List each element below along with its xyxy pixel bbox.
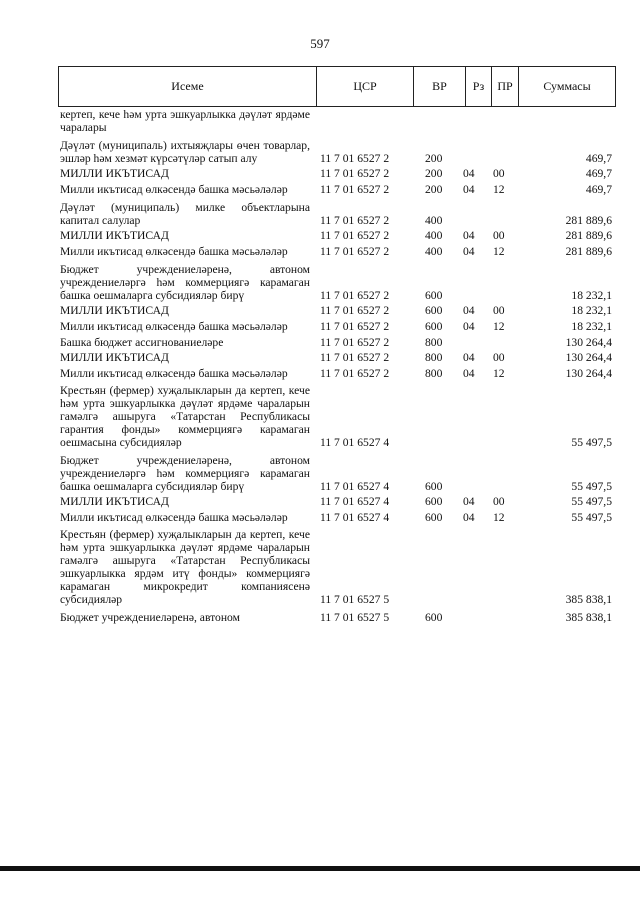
row-rz: 04 (463, 511, 475, 524)
header-csr: ЦСР (317, 67, 414, 106)
table-row (60, 108, 612, 134)
row-vr: 600 (425, 289, 443, 302)
row-vr: 400 (425, 214, 443, 227)
row-pr: 00 (493, 495, 505, 508)
row-csr: 11 7 01 6527 5 (320, 593, 390, 606)
table-row (60, 167, 612, 180)
table-row (60, 245, 612, 258)
table-row (60, 351, 612, 364)
row-name: Дәүләт (муниципаль) ихтыяҗлары өчен товарлар, эшләр һәм хезмәт күрсәтүләр сатып алу (60, 139, 310, 165)
row-sum: 281 889,6 (565, 214, 612, 227)
table-row (60, 336, 612, 349)
table-row (60, 367, 612, 380)
row-csr: 11 7 01 6527 2 (320, 367, 390, 380)
row-sum: 469,7 (585, 183, 612, 196)
row-pr: 00 (493, 351, 505, 364)
row-rz: 04 (463, 304, 475, 317)
row-csr: 11 7 01 6527 2 (320, 351, 390, 364)
table-row (60, 495, 612, 508)
row-name: Милли икътисад өлкәсендә башка мәсьәләләр (60, 367, 288, 380)
row-sum: 469,7 (585, 167, 612, 180)
row-name: МИЛЛИ ИКЪТИСАД (60, 167, 169, 180)
table-row (60, 454, 612, 493)
row-name: Милли икътисад өлкәсендә башка мәсьәләләр (60, 320, 288, 333)
row-name: Милли икътисад өлкәсендә башка мәсьәләләр (60, 183, 288, 196)
row-csr: 11 7 01 6527 4 (320, 480, 390, 493)
row-vr: 600 (425, 320, 443, 333)
row-vr: 800 (425, 367, 443, 380)
header-pr: ПР (492, 67, 519, 106)
row-name: Бюджет учреждениеләренә, автоном (60, 611, 240, 624)
row-csr: 11 7 01 6527 2 (320, 183, 390, 196)
row-name: Бюджет учреждениеләренә, автоном учреждениеләргә һәм коммерциягә карамаган башка оешмаларга субсидияләр бирү (60, 263, 310, 302)
row-rz: 04 (463, 245, 475, 258)
row-vr: 600 (425, 511, 443, 524)
header-name: Исеме (59, 67, 317, 106)
table-row (60, 139, 612, 165)
row-csr: 11 7 01 6527 2 (320, 214, 390, 227)
table-row (60, 528, 612, 606)
row-name: Крестьян (фермер) хуҗалыкларын да кертеп, кече һәм урта эшкуарлыкка дәүләт ярдәме чараларын гамәлгә ашыруга «Татарстан Республикасы эшкуарлыкка ярдәм итү фонды» коммерциягә карамаган микрокредит компаниясенә субсидияләр (60, 528, 310, 606)
row-sum: 130 264,4 (565, 367, 612, 380)
row-pr: 12 (493, 245, 505, 258)
row-csr: 11 7 01 6527 2 (320, 152, 390, 165)
row-name: МИЛЛИ ИКЪТИСАД (60, 351, 169, 364)
row-rz: 04 (463, 229, 475, 242)
row-name: МИЛЛИ ИКЪТИСАД (60, 304, 169, 317)
row-csr: 11 7 01 6527 2 (320, 289, 390, 302)
row-name: МИЛЛИ ИКЪТИСАД (60, 229, 169, 242)
row-pr: 12 (493, 367, 505, 380)
row-vr: 200 (425, 167, 443, 180)
row-csr: 11 7 01 6527 2 (320, 229, 390, 242)
row-name: Бюджет учреждениеләренә, автоном учреждениеләргә һәм коммерциягә карамаган башка оешмаларга субсидияләр бирү (60, 454, 310, 493)
row-name: Дәүләт (муниципаль) милке объектларына капитал салулар (60, 201, 310, 227)
row-csr: 11 7 01 6527 4 (320, 511, 390, 524)
row-vr: 600 (425, 495, 443, 508)
row-sum: 130 264,4 (565, 351, 612, 364)
row-sum: 55 497,5 (571, 480, 612, 493)
row-sum: 55 497,5 (571, 436, 612, 449)
row-vr: 600 (425, 611, 443, 624)
row-rz: 04 (463, 167, 475, 180)
row-sum: 130 264,4 (565, 336, 612, 349)
row-csr: 11 7 01 6527 2 (320, 336, 390, 349)
row-vr: 400 (425, 229, 443, 242)
row-pr: 00 (493, 167, 505, 180)
row-pr: 00 (493, 304, 505, 317)
row-rz: 04 (463, 367, 475, 380)
row-rz: 04 (463, 495, 475, 508)
header-rz: Рз (466, 67, 492, 106)
row-csr: 11 7 01 6527 2 (320, 304, 390, 317)
row-pr: 00 (493, 229, 505, 242)
table-row (60, 384, 612, 449)
table-row (60, 611, 612, 624)
table-row (60, 183, 612, 196)
row-name: Милли икътисад өлкәсендә башка мәсьәләләр (60, 245, 288, 258)
row-vr: 600 (425, 480, 443, 493)
row-sum: 281 889,6 (565, 229, 612, 242)
row-vr: 200 (425, 152, 443, 165)
row-vr: 800 (425, 351, 443, 364)
row-sum: 469,7 (585, 152, 612, 165)
row-csr: 11 7 01 6527 2 (320, 320, 390, 333)
table-row (60, 229, 612, 242)
row-name: Башка бюджет ассигнованиеләре (60, 336, 224, 349)
row-name: кертеп, кече һәм урта эшкуарлыкка дәүләт ярдәме чаралары (60, 108, 310, 134)
table-row (60, 201, 612, 227)
table-row (60, 304, 612, 317)
header-sum: Суммасы (543, 79, 591, 93)
row-csr: 11 7 01 6527 4 (320, 495, 390, 508)
row-csr: 11 7 01 6527 2 (320, 245, 390, 258)
row-sum: 18 232,1 (571, 289, 612, 302)
row-name: МИЛЛИ ИКЪТИСАД (60, 495, 169, 508)
row-name: Крестьян (фермер) хуҗалыкларын да кертеп, кече һәм урта эшкуарлыкка дәүләт ярдәме чараларын гамәлгә ашыруга «Татарстан Республикасы гарантия фонды» коммерциягә карамаган оешмасына субсидияләр (60, 384, 310, 449)
row-pr: 12 (493, 183, 505, 196)
budget-table-body (60, 108, 612, 624)
row-sum: 18 232,1 (571, 320, 612, 333)
row-name: Милли икътисад өлкәсендә башка мәсьәләләр (60, 511, 288, 524)
header-vr: ВР (414, 67, 466, 106)
row-pr: 12 (493, 511, 505, 524)
row-sum: 55 497,5 (571, 495, 612, 508)
row-sum: 281 889,6 (565, 245, 612, 258)
row-pr: 12 (493, 320, 505, 333)
table-row (60, 511, 612, 524)
row-csr: 11 7 01 6527 2 (320, 167, 390, 180)
table-row (60, 320, 612, 333)
row-csr: 11 7 01 6527 5 (320, 611, 390, 624)
row-vr: 200 (425, 183, 443, 196)
row-sum: 385 838,1 (565, 611, 612, 624)
table-row (60, 263, 612, 302)
row-sum: 385 838,1 (565, 593, 612, 606)
scan-bottom-edge (0, 866, 640, 871)
row-rz: 04 (463, 183, 475, 196)
row-vr: 600 (425, 304, 443, 317)
row-vr: 800 (425, 336, 443, 349)
row-sum: 18 232,1 (571, 304, 612, 317)
table-header (58, 66, 616, 107)
page-number: 597 (310, 36, 330, 51)
row-vr: 400 (425, 245, 443, 258)
row-sum: 55 497,5 (571, 511, 612, 524)
row-csr: 11 7 01 6527 4 (320, 436, 390, 449)
row-rz: 04 (463, 351, 475, 364)
row-rz: 04 (463, 320, 475, 333)
